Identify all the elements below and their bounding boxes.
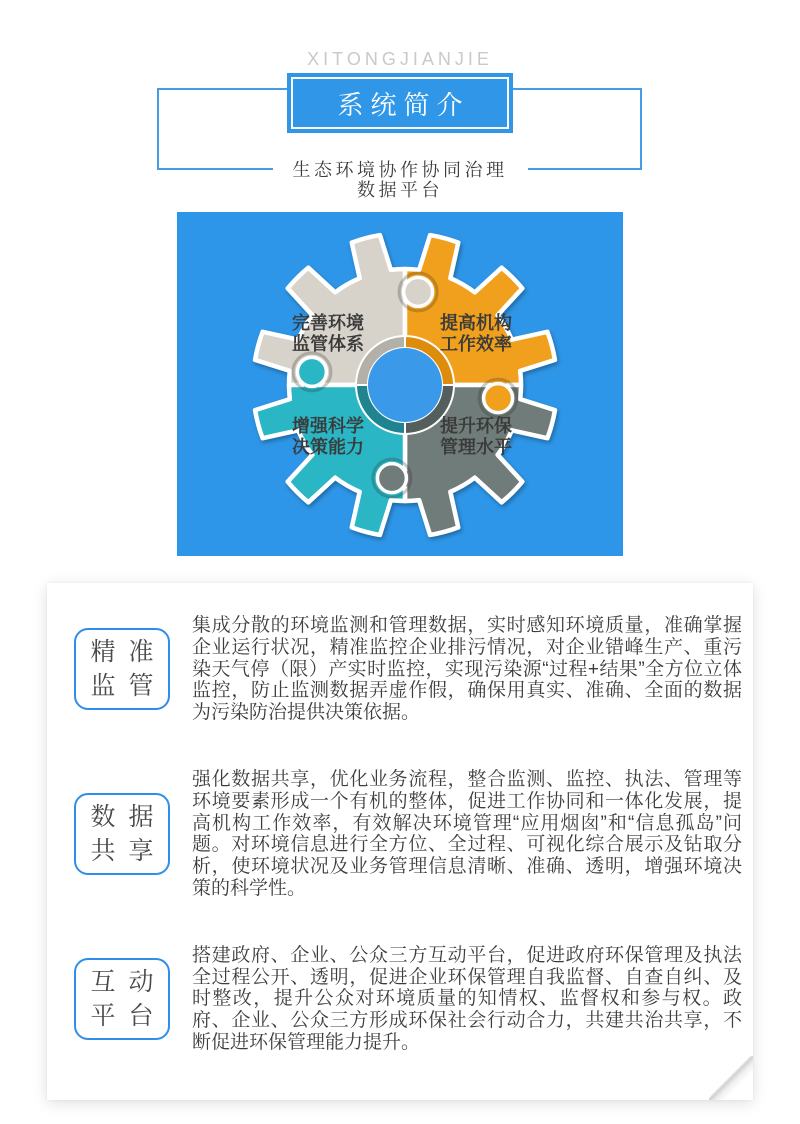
section-label-line: 精准 [90, 637, 167, 666]
svg-text:管理水平: 管理水平 [440, 437, 512, 457]
section-label-line: 数据 [90, 802, 167, 831]
section-label-line: 共享 [90, 837, 167, 866]
gear-label-bottom-right: 提升环保 [440, 416, 512, 436]
section-precise-supervision [74, 615, 753, 724]
section-data-sharing [74, 769, 753, 900]
section-paragraph: 强化数据共享，优化业务流程，整合监测、监控、执法、管理等环境要素形成一个有机的整体，促进工作协同和一体化发展，提高机构工作效率，有效解决环境管理“应用烟囱”和“信息孤岛”问题。对环境信息进行全方位、全过程、可视化综合展示及钻取分析，使环境状况及业务管理信息清晰、准确、透明，增强环境决策的科学性。 [192, 768, 742, 899]
gear-label-top-left: 完善环境 [292, 313, 364, 333]
svg-text:监管体系: 监管体系 [292, 334, 364, 354]
puzzle-knob-bottom-left [297, 357, 326, 386]
section-label-line: 平台 [90, 1001, 167, 1030]
gear-label-bottom-left: 增强科学 [292, 416, 364, 436]
svg-text:决策能力: 决策能力 [292, 437, 364, 457]
gear-center-circle [368, 348, 442, 422]
puzzle-knob-top-left [404, 277, 433, 306]
svg-text:工作效率: 工作效率 [440, 334, 512, 354]
section-label-line: 互动 [90, 967, 167, 996]
gear-label-top-right: 提高机构 [440, 313, 512, 333]
gear-diagram [177, 212, 623, 556]
brand-text: XITONGJIANJIE [307, 49, 493, 69]
puzzle-knob-top-right [484, 384, 513, 413]
gear-svg [177, 212, 623, 556]
subtitle [0, 160, 800, 201]
subtitle-line-1: 生态环境协作协同治理 [292, 160, 508, 180]
puzzle-knob-bottom-right [377, 464, 406, 493]
section-label-box [74, 793, 170, 875]
section-paragraph: 集成分散的环境监测和管理数据，实时感知环境质量，准确掌握企业运行状况，精准监控企业排污情况，对企业错峰生产、重污染天气停（限）产实时监控，实现污染源“过程+结果”全方位立体监控，防止监测数据弄虚作假，确保用真实、准确、全面的数据为污染防治提供决策依据。 [192, 615, 742, 724]
section-label-line: 监管 [90, 672, 167, 701]
page-title: 系统简介 [337, 89, 470, 120]
section-paragraph: 搭建政府、企业、公众三方互动平台，促进政府环保管理及执法全过程公开、透明，促进企业环保管理自我监督、自查自纠、及时整改，提升公众对环境质量的知情权、监督权和参与权。政府、企业、公众三方形成环保社会行动合力，共建共治共享，不断促进环保管理能力提升。 [192, 944, 742, 1053]
section-label-box [74, 628, 170, 710]
section-title-banner [287, 73, 513, 133]
subtitle-line-2: 数据平台 [357, 180, 443, 200]
content-card [47, 583, 753, 1100]
section-interactive-platform [74, 945, 753, 1054]
section-label-box [74, 958, 170, 1040]
